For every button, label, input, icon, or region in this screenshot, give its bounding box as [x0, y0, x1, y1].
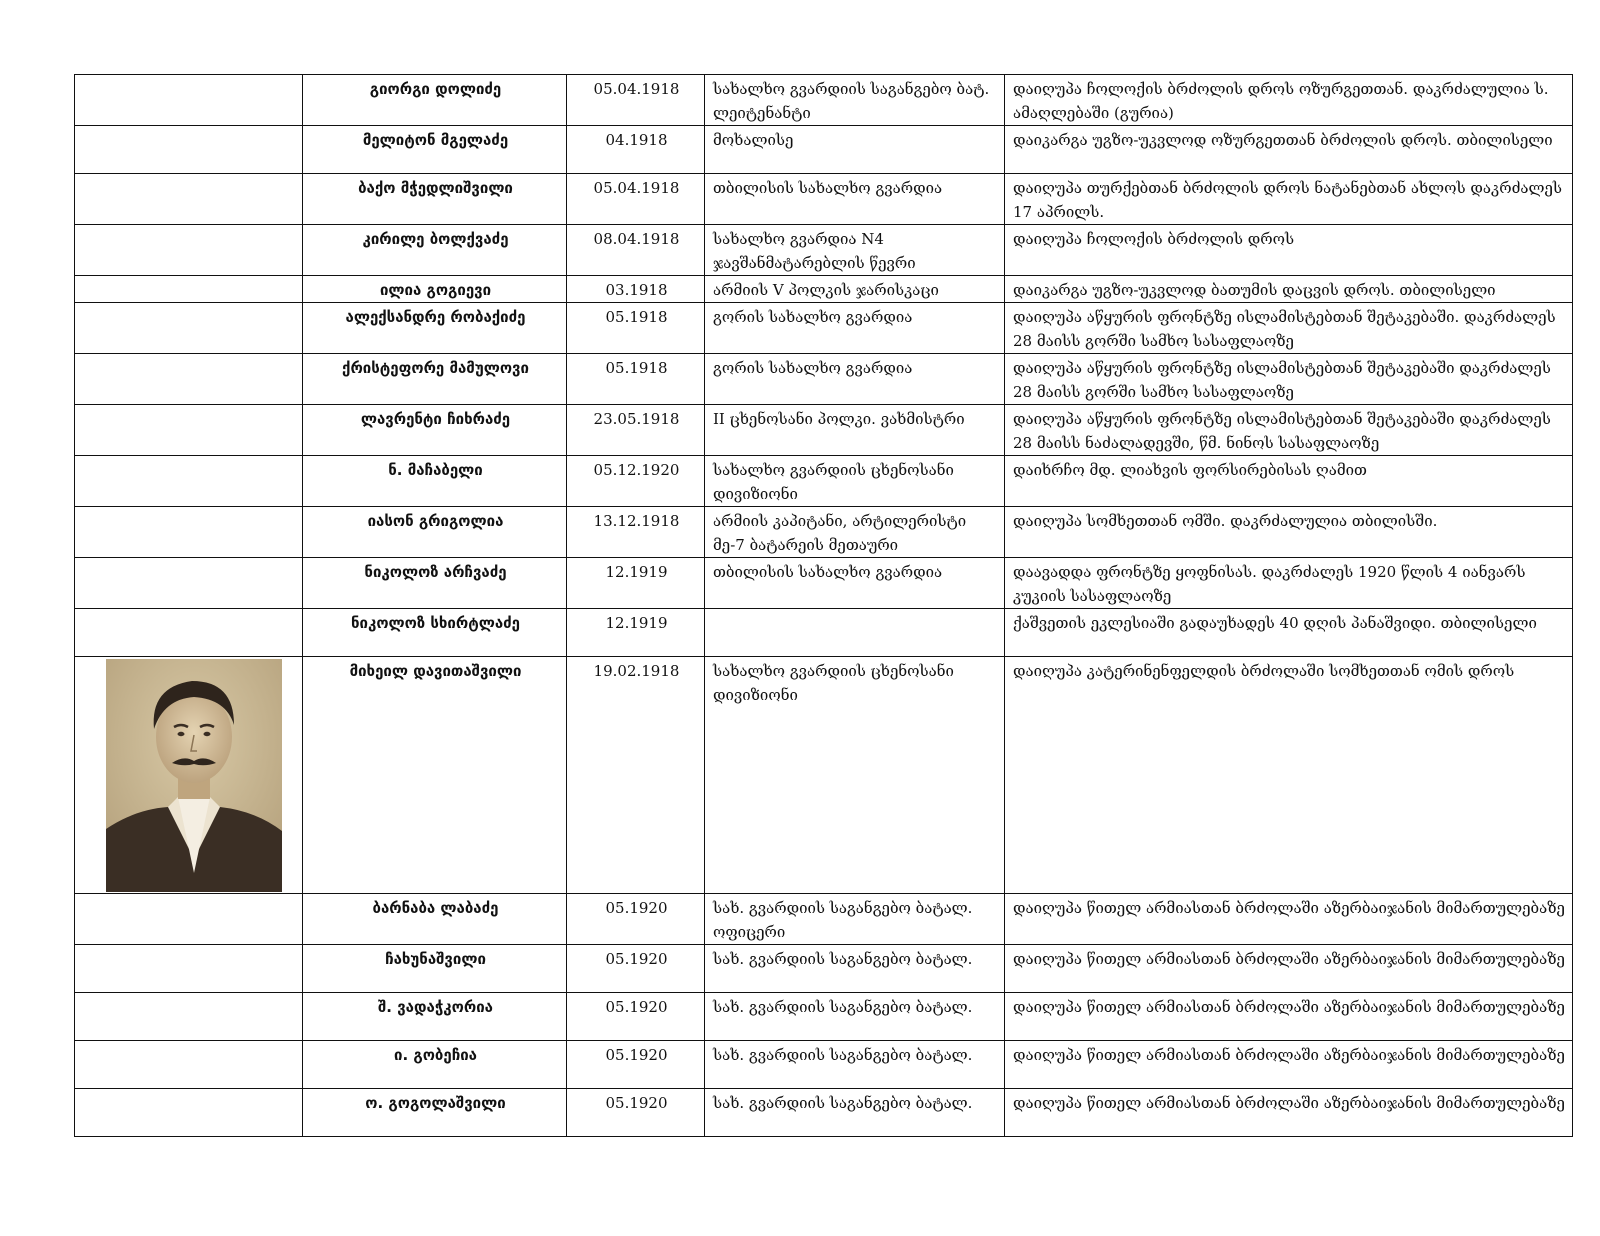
table-row — [75, 354, 1573, 405]
memorial-table — [74, 74, 1573, 1137]
unit-rank: მოხალისე — [705, 126, 1005, 174]
unit-rank: II ცხენოსანი პოლკი. ვახმისტრი — [705, 405, 1005, 456]
table-row — [75, 276, 1573, 303]
unit-rank — [705, 609, 1005, 657]
person-name: ბაქო მჭედლიშვილი — [303, 174, 567, 225]
circumstances-note: დაიკარგა უგზო-უკვლოდ ბათუმის დაცვის დროს. თბილისელი — [1005, 276, 1573, 303]
death-date: 13.12.1918 — [567, 507, 705, 558]
table-row — [75, 1041, 1573, 1089]
circumstances-note: დაიღუპა კატერინენფელდის ბრძოლაში სომხეთთან ომის დროს — [1005, 657, 1573, 894]
death-date: 05.1918 — [567, 354, 705, 405]
photo-cell — [75, 507, 303, 558]
unit-rank: თბილისის სახალხო გვარდია — [705, 174, 1005, 225]
circumstances-note: დაიღუპა ჩოლოქის ბრძოლის დროს ოზურგეთთან. დაკრძალულია ს. ამაღლებაში (გურია) — [1005, 75, 1573, 126]
death-date: 08.04.1918 — [567, 225, 705, 276]
unit-rank: არმიის კაპიტანი, არტილერისტი მე-7 ბატარეის მეთაური — [705, 507, 1005, 558]
death-date: 03.1918 — [567, 276, 705, 303]
table-row — [75, 303, 1573, 354]
circumstances-note: დაიხრჩო მდ. ლიახვის ფორსირებისას ღამით — [1005, 456, 1573, 507]
photo-cell — [75, 657, 303, 894]
table-row — [75, 75, 1573, 126]
death-date: 05.04.1918 — [567, 75, 705, 126]
person-name: გიორგი დოლიძე — [303, 75, 567, 126]
circumstances-note: დაიღუპა წითელ არმიასთან ბრძოლაში აზერბაიჯანის მიმართულებაზე — [1005, 894, 1573, 945]
photo-cell — [75, 405, 303, 456]
table-row — [75, 174, 1573, 225]
person-name: ნიკოლოზ არჩვაძე — [303, 558, 567, 609]
circumstances-note: დაიკარგა უგზო-უკვლოდ ოზურგეთთან ბრძოლის დროს. თბილისელი — [1005, 126, 1573, 174]
death-date: 05.1920 — [567, 1089, 705, 1137]
circumstances-note: დაიღუპა წითელ არმიასთან ბრძოლაში აზერბაიჯანის მიმართულებაზე — [1005, 993, 1573, 1041]
photo-cell — [75, 456, 303, 507]
circumstances-note: დაიღუპა თურქებთან ბრძოლის დროს ნატანებთან ახლოს დაკრძალეს 17 აპრილს. — [1005, 174, 1573, 225]
death-date: 05.12.1920 — [567, 456, 705, 507]
unit-rank: სახალხო გვარდიის საგანგებო ბატ. ლეიტენანტი — [705, 75, 1005, 126]
photo-cell — [75, 894, 303, 945]
person-name: ლავრენტი ჩიხრაძე — [303, 405, 567, 456]
unit-rank: სახ. გვარდიის საგანგებო ბატალ. — [705, 993, 1005, 1041]
photo-cell — [75, 609, 303, 657]
unit-rank: არმიის V პოლკის ჯარისკაცი — [705, 276, 1005, 303]
person-name: ალექსანდრე რობაქიძე — [303, 303, 567, 354]
death-date: 05.1920 — [567, 993, 705, 1041]
table-row — [75, 609, 1573, 657]
unit-rank: გორის სახალხო გვარდია — [705, 303, 1005, 354]
unit-rank: სახალხო გვარდიის ცხენოსანი დივიზიონი — [705, 456, 1005, 507]
photo-cell — [75, 303, 303, 354]
unit-rank: სახ. გვარდიის საგანგებო ბატალ. — [705, 1041, 1005, 1089]
table-row — [75, 1089, 1573, 1137]
table-row — [75, 225, 1573, 276]
person-name: ო. გოგოლაშვილი — [303, 1089, 567, 1137]
photo-cell — [75, 354, 303, 405]
person-name: ჩახუნაშვილი — [303, 945, 567, 993]
person-name: ი. გობეჩია — [303, 1041, 567, 1089]
photo-cell — [75, 75, 303, 126]
person-name: მელიტონ მგელაძე — [303, 126, 567, 174]
unit-rank: სახ. გვარდიის საგანგებო ბატალ. — [705, 1089, 1005, 1137]
circumstances-note: ქაშვეთის ეკლესიაში გადაუხადეს 40 დღის პანაშვიდი. თბილისელი — [1005, 609, 1573, 657]
person-name: კირილე ბოლქვაძე — [303, 225, 567, 276]
table-row — [75, 456, 1573, 507]
circumstances-note: დაიღუპა ჩოლოქის ბრძოლის დროს — [1005, 225, 1573, 276]
person-name: შ. ვადაჭკორია — [303, 993, 567, 1041]
table-row — [75, 405, 1573, 456]
table-row — [75, 657, 1573, 894]
death-date: 05.1920 — [567, 945, 705, 993]
circumstances-note: დაიღუპა აწყურის ფრონტზე ისლამისტებთან შეტაკებაში დაკრძალეს 28 მაისს ნაძალადევში, წმ. ნინოს სასაფლაოზე — [1005, 405, 1573, 456]
table-row — [75, 126, 1573, 174]
circumstances-note: დაიღუპა აწყურის ფრონტზე ისლამისტებთან შეტაკებაში. დაკრძალეს 28 მაისს გორში სამხო სასაფლაოზე — [1005, 303, 1573, 354]
circumstances-note: დაიღუპა სომხეთთან ომში. დაკრძალულია თბილისში. — [1005, 507, 1573, 558]
death-date: 05.04.1918 — [567, 174, 705, 225]
death-date: 12.1919 — [567, 609, 705, 657]
photo-cell — [75, 174, 303, 225]
circumstances-note: დაიღუპა წითელ არმიასთან ბრძოლაში აზერბაიჯანის მიმართულებაზე — [1005, 1041, 1573, 1089]
person-name: ქრისტეფორე მამულოვი — [303, 354, 567, 405]
person-name: ილია გოგიევი — [303, 276, 567, 303]
circumstances-note: დაავადდა ფრონტზე ყოფნისას. დაკრძალეს 1920 წლის 4 იანვარს კუკიის სასაფლაოზე — [1005, 558, 1573, 609]
unit-rank: სახალხო გვარდიის ცხენოსანი დივიზიონი — [705, 657, 1005, 894]
unit-rank: სახ. გვარდიის საგანგებო ბატალ. ოფიცერი — [705, 894, 1005, 945]
death-date: 05.1918 — [567, 303, 705, 354]
photo-cell — [75, 225, 303, 276]
death-date: 12.1919 — [567, 558, 705, 609]
circumstances-note: დაიღუპა აწყურის ფრონტზე ისლამისტებთან შეტაკებაში დაკრძალეს 28 მაისს გორში სამხო სასაფლაოზე — [1005, 354, 1573, 405]
table-row — [75, 993, 1573, 1041]
death-date: 05.1920 — [567, 894, 705, 945]
photo-cell — [75, 126, 303, 174]
death-date: 23.05.1918 — [567, 405, 705, 456]
person-name: ნიკოლოზ სხირტლაძე — [303, 609, 567, 657]
photo-cell — [75, 276, 303, 303]
photo-cell — [75, 993, 303, 1041]
table-row — [75, 894, 1573, 945]
person-name: მიხეილ დავითაშვილი — [303, 657, 567, 894]
person-name: იასონ გრიგოლია — [303, 507, 567, 558]
death-date: 05.1920 — [567, 1041, 705, 1089]
photo-cell — [75, 1041, 303, 1089]
photo-cell — [75, 1089, 303, 1137]
table-row — [75, 558, 1573, 609]
circumstances-note: დაიღუპა წითელ არმიასთან ბრძოლაში აზერბაიჯანის მიმართულებაზე — [1005, 945, 1573, 993]
unit-rank: სახალხო გვარდია N4 ჯავშანმატარებლის წევრი — [705, 225, 1005, 276]
portrait-photo — [106, 659, 282, 892]
unit-rank: თბილისის სახალხო გვარდია — [705, 558, 1005, 609]
unit-rank: სახ. გვარდიის საგანგებო ბატალ. — [705, 945, 1005, 993]
table-row — [75, 507, 1573, 558]
photo-cell — [75, 945, 303, 993]
person-name: ბარნაბა ლაბაძე — [303, 894, 567, 945]
death-date: 04.1918 — [567, 126, 705, 174]
death-date: 19.02.1918 — [567, 657, 705, 894]
photo-cell — [75, 558, 303, 609]
person-name: ნ. მაჩაბელი — [303, 456, 567, 507]
table-row — [75, 945, 1573, 993]
circumstances-note: დაიღუპა წითელ არმიასთან ბრძოლაში აზერბაიჯანის მიმართულებაზე — [1005, 1089, 1573, 1137]
unit-rank: გორის სახალხო გვარდია — [705, 354, 1005, 405]
